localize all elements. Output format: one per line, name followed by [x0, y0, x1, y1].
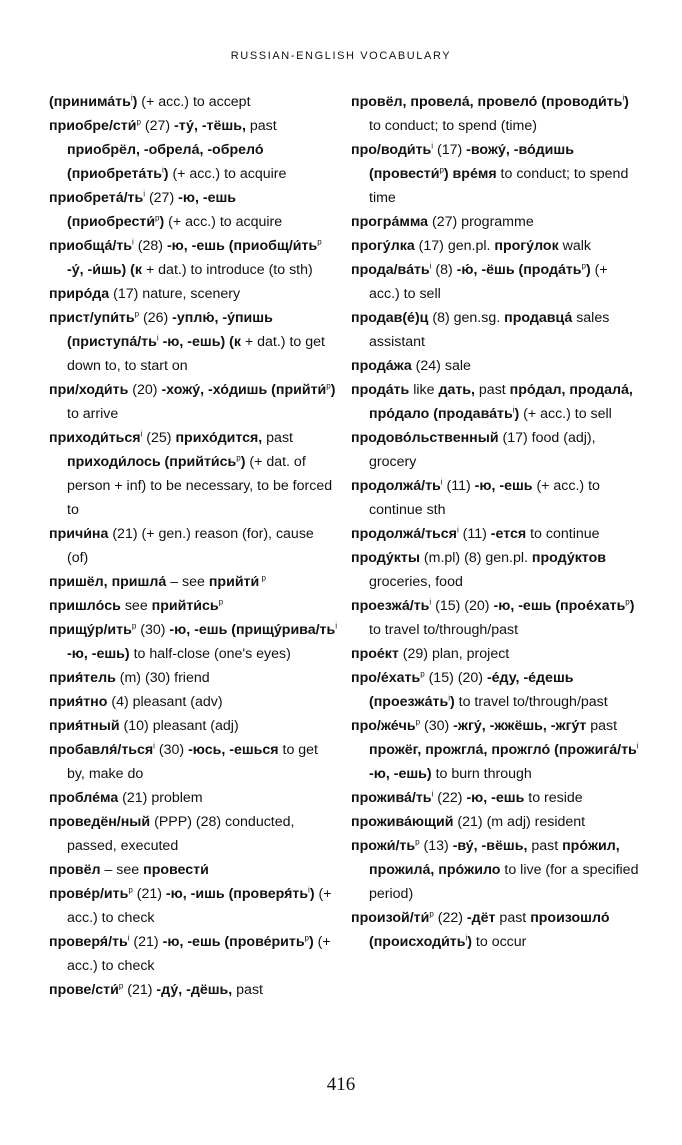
gloss-text: to burn through [431, 766, 532, 782]
aspect-marker: i [456, 525, 459, 535]
vocab-entry [351, 258, 639, 306]
gloss-text: (11) [458, 526, 491, 542]
headword-text: (приступа́/ть [67, 334, 157, 350]
gloss-text: past [245, 118, 277, 134]
headword-text: прист/упи́ть [49, 310, 135, 326]
gloss-text: (28) [133, 238, 167, 254]
aspect-marker: i [308, 885, 310, 895]
headword-text: приро́да [49, 286, 110, 302]
headword-text: про́дал, продала́, про́дало (продава́ть [369, 382, 633, 422]
gloss-text: (m.pl) (8) gen.pl. [419, 550, 532, 566]
headword-text: приобща́/ть [49, 238, 133, 254]
aspect-marker: i [465, 933, 468, 943]
aspect-marker: i [440, 477, 443, 487]
aspect-marker: i [162, 165, 164, 175]
aspect-marker: p [304, 933, 309, 943]
headword-text: -ву́, -вёшь, [452, 838, 528, 854]
gloss-text: past [495, 910, 531, 926]
gloss-text: (+ dat. of person + inf) to be necessary, to be forced to [67, 454, 333, 518]
headword-text: проду́кты [351, 550, 420, 566]
gloss-text: (29) plan, project [398, 646, 510, 662]
gloss-text: (+ acc.) to accept [137, 94, 251, 110]
gloss-text: (21) [132, 886, 166, 902]
headword-text: продав(е́)ц [351, 310, 429, 326]
gloss-text: (m) (30) friend [115, 670, 210, 686]
vocab-entry [49, 594, 337, 618]
headword-text: провёл, провела́, провело́ [351, 94, 538, 110]
headword-text: (происходи́ть [369, 934, 466, 950]
headword-text: -уплю́, -у́пишь [172, 310, 273, 326]
headword-text: -ю, -ешь) [158, 334, 226, 350]
headword-text: проверя́/ть [49, 934, 128, 950]
vocab-entry [49, 786, 337, 810]
aspect-marker: i [512, 405, 515, 415]
headword-text: прожи́/ть [351, 838, 416, 854]
gloss-text: (15) (20) [431, 598, 494, 614]
headword-text: ) [159, 214, 165, 230]
gloss-text: (21) [123, 982, 157, 998]
gloss-text: (13) [419, 838, 453, 854]
headword-text: приходи́лось (прийти́сь [67, 454, 237, 470]
headword-text: -ю, -ешь [169, 622, 228, 638]
headword-text: продавца́ [504, 310, 573, 326]
aspect-marker: i [130, 93, 133, 103]
gloss-text: (17) food (adj), grocery [369, 430, 596, 470]
aspect-marker: p [420, 669, 425, 679]
headword-text: ) [624, 94, 629, 110]
headword-text: прогу́лка [351, 238, 415, 254]
headword-text: -ю́, -ёшь (прода́ть [456, 262, 582, 278]
headword-text: прожёг, прожгла́, прожгло́ [369, 742, 551, 758]
aspect-marker: i [429, 597, 432, 607]
gloss-text: (17) gen.pl. [414, 238, 495, 254]
vocab-entry [351, 834, 639, 906]
aspect-marker: p [581, 261, 586, 271]
headword-text: произой/ти́ [351, 910, 430, 926]
headword-text: продолжа́/ть [351, 478, 441, 494]
headword-text: ) [629, 598, 635, 614]
headword-text: причи́на [49, 526, 109, 542]
gloss-text: past [232, 982, 263, 998]
aspect-marker: p [118, 981, 124, 991]
headword-text: -юсь, -ешься [188, 742, 279, 758]
headword-text: (прое́хать [555, 598, 626, 614]
headword-text: ) [240, 454, 246, 470]
headword-text: -ю, -ишь (проверя́ть [165, 886, 309, 902]
gloss-text: to live (for a specified period) [369, 862, 639, 902]
vocab-entry [49, 978, 337, 1002]
gloss-text: to travel to/through/past [369, 622, 519, 638]
gloss-text: – see [166, 574, 209, 590]
headword-text: прихо́дится, [175, 430, 263, 446]
headword-text: програ́мма [351, 214, 429, 230]
page-number: 416 [326, 1074, 356, 1095]
aspect-marker: p [429, 909, 434, 919]
vocab-entry [351, 714, 639, 786]
aspect-marker: i [132, 237, 134, 247]
headword-text: прода́жа [351, 358, 412, 374]
gloss-text: (PPP) (28) conducted, passed, executed [67, 814, 295, 854]
headword-text: (провести́ [369, 166, 440, 182]
vocab-entry [351, 666, 639, 714]
headword-text: ) [467, 934, 472, 950]
gloss-text: (21) (m adj) resident [453, 814, 586, 830]
headword-text: про/же́чь [351, 718, 416, 734]
headword-text: про/е́хать [351, 670, 421, 686]
headword-text: проведён/ный [49, 814, 151, 830]
aspect-marker: p [326, 381, 331, 391]
gloss-text: (22) [433, 910, 467, 926]
gloss-text: (22) [433, 790, 467, 806]
gloss-text: to get by, make do [67, 742, 319, 782]
vocab-entry [351, 354, 639, 378]
headword-text: ) [309, 886, 315, 902]
gloss-text: – see [100, 862, 144, 878]
aspect-marker: i [429, 261, 432, 271]
aspect-marker: p [155, 213, 160, 223]
vocab-entry [49, 186, 337, 234]
vocab-entry [351, 474, 639, 522]
vocab-entry [49, 690, 337, 714]
gloss-text: (11) [442, 478, 475, 494]
vocab-entry [351, 138, 639, 210]
gloss-text: past [586, 718, 618, 734]
aspect-marker: i [156, 333, 159, 343]
gloss-text: (+ acc.) to acquire [168, 166, 287, 182]
gloss-text: + dat.) to get down to, to start on [67, 334, 325, 374]
headword-text: (прищу́рива/ть [231, 622, 336, 638]
aspect-marker: i [622, 93, 625, 103]
gloss-text: past [527, 838, 563, 854]
gloss-text: like [409, 382, 439, 398]
headword-text: -е́ду, -е́дешь [486, 670, 574, 686]
gloss-text: (21) [129, 934, 163, 950]
headword-text: приобрёл, -обрела́, -обрело́ [67, 142, 264, 158]
headword-text: -хожу́, -хо́дишь [161, 382, 268, 398]
gloss-text: to occur [471, 934, 527, 950]
headword-text: (приобрета́ть [67, 166, 162, 182]
headword-text: прове́р/ить [49, 886, 129, 902]
headword-text: приобре/сти́ [49, 118, 137, 134]
headword-text: ) [163, 166, 169, 182]
headword-text: про́жил, прожила́, про́жило [369, 838, 620, 878]
headword-text: провести́ [143, 862, 209, 878]
gloss-text: (30) [136, 622, 170, 638]
headword-text: прое́кт [351, 646, 399, 662]
aspect-marker: p [236, 453, 241, 463]
headword-text: пробавля́/ться [49, 742, 154, 758]
vocab-entry [49, 426, 337, 522]
gloss-text: to conduct; to spend (time) [369, 118, 537, 134]
vocab-entry [49, 522, 337, 570]
headword-text: -ется [490, 526, 527, 542]
headword-text: ) [449, 694, 455, 710]
aspect-marker: p [415, 837, 420, 847]
vocab-entry [351, 378, 639, 426]
headword-text: -у́, -и́шь) [67, 262, 127, 278]
headword-text: прийти́сь [151, 598, 219, 614]
headword-text: приобрета́/ть [49, 190, 144, 206]
headword-text: пробле́ма [49, 790, 119, 806]
gloss-text: (8) gen.sg. [428, 310, 505, 326]
gloss-text: sales assistant [369, 310, 610, 350]
headword-text: провёл [49, 862, 101, 878]
gloss-text: (8) [431, 262, 457, 278]
gloss-text: (25) [142, 430, 176, 446]
vocab-entry [351, 906, 639, 954]
headword-text: продово́льственный [351, 430, 499, 446]
gloss-text: (27) [145, 190, 179, 206]
gloss-text: to continue [526, 526, 600, 542]
vocab-entry [49, 810, 337, 858]
vocab-entry [351, 306, 639, 354]
headword-text: ) [132, 94, 138, 110]
aspect-marker: i [636, 741, 639, 751]
gloss-text: (+ acc.) to check [67, 934, 331, 974]
aspect-marker: i [431, 789, 434, 799]
vocab-entry [351, 594, 639, 642]
gloss-text: (+ acc.) to acquire [164, 214, 283, 230]
headword-text: (к [130, 262, 142, 278]
headword-text: -ю, -ешь [474, 478, 533, 494]
aspect-marker: p [415, 717, 421, 727]
aspect-marker: p [131, 621, 137, 631]
headword-text: -ю, -ешь) [369, 766, 432, 782]
gloss-text: (30) [154, 742, 189, 758]
vocab-entry [49, 90, 337, 114]
gloss-text: to half-close (one's eyes) [129, 646, 291, 662]
headword-text: -ю, -ешь (приобщ/и́ть [166, 238, 318, 254]
headword-text: ) [309, 934, 314, 950]
vocab-entry [351, 234, 639, 258]
headword-text: при/ходи́ть [49, 382, 129, 398]
aspect-marker: p [128, 885, 133, 895]
gloss-text: (4) pleasant (adv) [107, 694, 223, 710]
vocab-entry [49, 114, 337, 186]
headword-text: -ю, -ешь [466, 790, 525, 806]
headword-text: (приобрести́ [67, 214, 156, 230]
gloss-text: (27) [140, 118, 175, 134]
headword-text: -ду́, -дёшь, [156, 982, 233, 998]
vocab-entry [49, 570, 337, 594]
gloss-text: (21) problem [118, 790, 203, 806]
aspect-marker: i [140, 429, 143, 439]
headword-text: ) [330, 382, 336, 398]
gloss-text: (21) (+ gen.) reason (for), cause (of) [67, 526, 314, 566]
headword-text: прожива́ющий [351, 814, 454, 830]
headword-text: прийти́ [208, 574, 260, 590]
headword-text: (принима́ть [49, 94, 131, 110]
headword-text: прия́тно [49, 694, 108, 710]
headword-text: прогу́лок [494, 238, 559, 254]
gloss-text: (+ acc.) to continue sth [369, 478, 600, 518]
headword-text: прия́тный [49, 718, 120, 734]
gloss-text: to travel to/through/past [454, 694, 608, 710]
aspect-marker: p [136, 117, 141, 127]
aspect-marker: i [143, 189, 145, 199]
gloss-text: + dat.) to introduce (to sth) [142, 262, 313, 278]
running-title: RUSSIAN-ENGLISH VOCABULARY [230, 50, 452, 62]
gloss-text: (30) [420, 718, 454, 734]
gloss-text: (10) pleasant (adj) [119, 718, 239, 734]
headword-text: (к [229, 334, 241, 350]
vocab-entry [49, 306, 337, 378]
headword-text: ) вре́мя [443, 166, 497, 182]
headword-text: -ю, -ешь [493, 598, 552, 614]
aspect-marker: i [127, 933, 130, 943]
aspect-marker: p [439, 165, 444, 175]
gloss-text: (27) programme [428, 214, 534, 230]
headword-text: произошло́ [530, 910, 610, 926]
gloss-text: (26) [139, 310, 173, 326]
headword-text: прода/ва́ть [351, 262, 430, 278]
headword-text: проезжа́/ть [351, 598, 430, 614]
aspect-marker: p [134, 309, 140, 319]
headword-text: ) [514, 406, 520, 422]
gloss-text: past [262, 430, 293, 446]
aspect-marker: i [335, 621, 337, 631]
gloss-text: (+ acc.) to check [67, 886, 332, 926]
left-column [49, 90, 337, 1002]
headword-text: ) [585, 262, 591, 278]
gloss-text: groceries, food [369, 574, 463, 590]
headword-text: (проводи́ть [541, 94, 623, 110]
headword-text: -ю, -ешь (прове́рить [162, 934, 305, 950]
headword-text: прожива́/ть [351, 790, 432, 806]
gloss-text: (17) [433, 142, 467, 158]
headword-text: -ю, -ешь) [67, 646, 130, 662]
headword-text: -дёт [466, 910, 496, 926]
vocab-entry [49, 858, 337, 882]
headword-text: пришёл, пришла́ [49, 574, 167, 590]
aspect-marker: p [259, 573, 266, 583]
gloss-text: see [120, 598, 152, 614]
vocab-entry [351, 546, 639, 594]
gloss-text: (+ acc.) to sell [519, 406, 612, 422]
gloss-text: to conduct; to spend time [369, 166, 629, 206]
vocab-entry [49, 666, 337, 690]
vocab-entry [49, 234, 337, 282]
vocab-entry [49, 882, 337, 930]
vocab-entry [49, 282, 337, 306]
vocab-entry [49, 738, 337, 786]
headword-text: прове/сти́ [49, 982, 119, 998]
gloss-text: (20) [128, 382, 162, 398]
vocab-entry [351, 522, 639, 546]
headword-text: прия́тель [49, 670, 116, 686]
headword-text: приходи́ться [49, 430, 141, 446]
headword-text: проду́ктов [531, 550, 606, 566]
headword-text: прода́ть [351, 382, 410, 398]
vocab-entry [351, 210, 639, 234]
headword-text: (проезжа́ть [369, 694, 449, 710]
aspect-marker: i [448, 693, 450, 703]
vocab-entry [351, 642, 639, 666]
vocab-entry [351, 810, 639, 834]
vocab-entry [49, 378, 337, 426]
headword-text: -жгу́, -жжёшь, -жгу́т [453, 718, 587, 734]
vocab-entry [351, 786, 639, 810]
headword-text: продолжа́/ться [351, 526, 457, 542]
headword-text: -вожу́, -во́дишь [466, 142, 574, 158]
gloss-text: (+ acc.) to sell [369, 262, 608, 302]
aspect-marker: p [218, 597, 224, 607]
vocab-entry [351, 426, 639, 474]
vocab-entry [49, 930, 337, 978]
aspect-marker: i [153, 741, 155, 751]
vocab-entry [49, 618, 337, 666]
aspect-marker: p [317, 237, 322, 247]
aspect-marker: p [625, 597, 630, 607]
headword-text: дать, [438, 382, 475, 398]
headword-text: -ту́, -тёшь, [174, 118, 246, 134]
headword-text: -ю, -ешь [178, 190, 237, 206]
headword-text: (прийти́ [271, 382, 327, 398]
headword-text: про/води́ть [351, 142, 432, 158]
gloss-text: walk [558, 238, 591, 254]
gloss-text: past [474, 382, 510, 398]
vocab-entry [49, 714, 337, 738]
headword-text: прищу́р/ить [49, 622, 132, 638]
right-column [351, 90, 639, 954]
gloss-text: (24) sale [411, 358, 471, 374]
headword-text: пришло́сь [49, 598, 121, 614]
headword-text: (прожига́/ть [554, 742, 637, 758]
gloss-text: to reside [524, 790, 583, 806]
aspect-marker: i [431, 141, 434, 151]
gloss-text: to arrive [67, 406, 119, 422]
gloss-text: (15) (20) [424, 670, 487, 686]
vocab-entry [351, 90, 639, 138]
gloss-text: (17) nature, scenery [109, 286, 241, 302]
